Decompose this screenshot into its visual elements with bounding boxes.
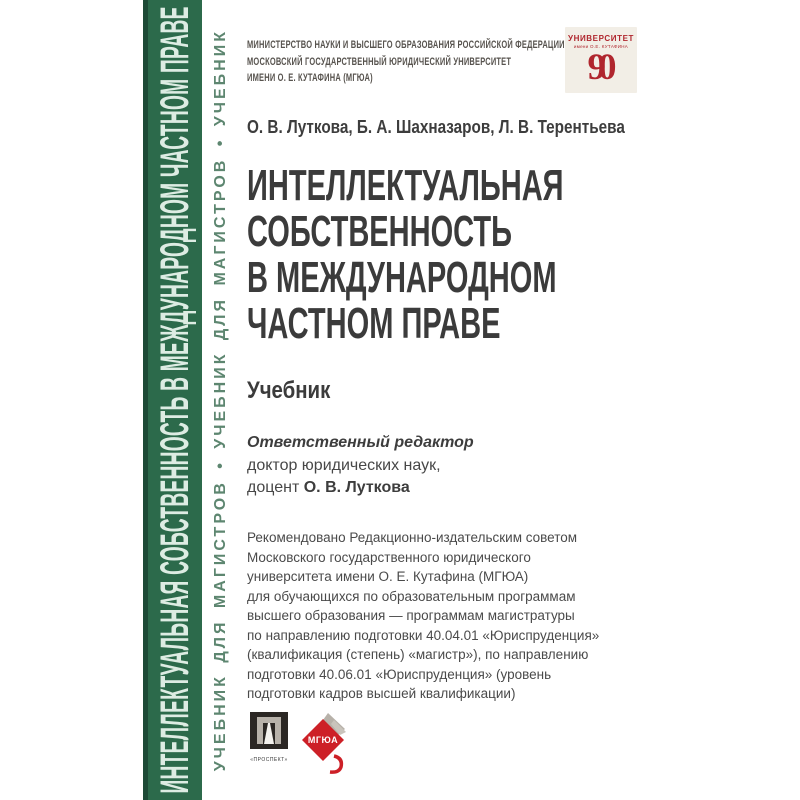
series-strip [202, 0, 240, 800]
mgua-label: МГЮА [307, 735, 339, 745]
prospekt-label: «ПРОСПЕКТ» [250, 757, 288, 763]
recommendation-block [247, 528, 599, 704]
badge-university-label: УНИВЕРСИТЕТ [568, 34, 634, 43]
ministry-line: МОСКОВСКИЙ ГОСУДАРСТВЕННЫЙ ЮРИДИЧЕСКИЙ УНИВЕРСИТЕТ [247, 55, 512, 68]
recommendation-line: для обучающихся по образовательным программам [247, 588, 576, 604]
mgua-diamond-icon [298, 712, 350, 774]
editor-heading: Ответственный редактор [247, 434, 474, 451]
editor-block [247, 432, 474, 500]
ministry-block [247, 37, 565, 87]
recommendation-line: подготовки 40.06.01 «Юриспруденция» (уровень [247, 666, 552, 682]
recommendation-line: (квалификация (степень) «магистр»), по направлению [247, 647, 589, 662]
recommendation-line: Рекомендовано Редакционно-издательским советом [247, 530, 578, 545]
anniversary-90-badge [565, 27, 637, 93]
recommendation-line: подготовки кадров высшей квалификации) [247, 686, 516, 701]
editor-role: доцент [247, 479, 304, 496]
editor-name-line [247, 477, 474, 500]
recommendation-line: Московского государственного юридического [247, 549, 531, 565]
ministry-line: ИМЕНИ О. Е. КУТАФИНА (МГЮА) [247, 72, 373, 84]
editor-name: О. В. Луткова [303, 479, 410, 496]
recommendation-line: по направлению подготовки 40.04.01 «Юриспруденция» [247, 627, 600, 643]
badge-kutafin-label: имени О.Е. КУТАФИНА [573, 44, 629, 49]
ministry-line: МИНИСТЕРСТВО НАУКИ И ВЫСШЕГО ОБРАЗОВАНИЯ РОССИЙСКОЙ ФЕДЕРАЦИИ [247, 39, 565, 51]
title-line: ИНТЕЛЛЕКТУАЛЬНАЯ [247, 161, 564, 210]
editor-degree: доктор юридических наук, [247, 456, 441, 474]
spine-stripe [143, 0, 202, 800]
recommendation-line: высшего образования — программам магистратуры [247, 608, 575, 623]
prospekt-logo-icon [249, 712, 289, 751]
title-line: СОБСТВЕННОСТЬ [247, 207, 513, 256]
book-title [247, 163, 564, 347]
spine-title-wrap [148, 6, 202, 793]
cover-content [247, 0, 660, 800]
spine-title: ИНТЕЛЛЕКТУАЛЬНАЯ СОБСТВЕННОСТЬ В МЕЖДУНАРОДНОМ ЧАСТНОМ ПРАВЕ [153, 6, 197, 794]
title-line: В МЕЖДУНАРОДНОМ [247, 253, 557, 302]
authors-line: О. В. Луткова, Б. А. Шахназаров, Л. В. Терентьева [247, 117, 625, 137]
badge-90-number: 90 [587, 47, 609, 88]
subtitle-uchebnik: Учебник [247, 377, 331, 404]
series-strip-text: УЧЕБНИК ДЛЯ МАГИСТРОВ • УЧЕБНИК ДЛЯ МАГИСТРОВ • УЧЕБНИК [212, 28, 229, 772]
publisher-logos [249, 712, 350, 774]
prospekt-logo [249, 712, 289, 763]
title-line: ЧАСТНОМ ПРАВЕ [247, 299, 501, 348]
recommendation-line: университета имени О. Е. Кутафина (МГЮА) [247, 569, 529, 584]
